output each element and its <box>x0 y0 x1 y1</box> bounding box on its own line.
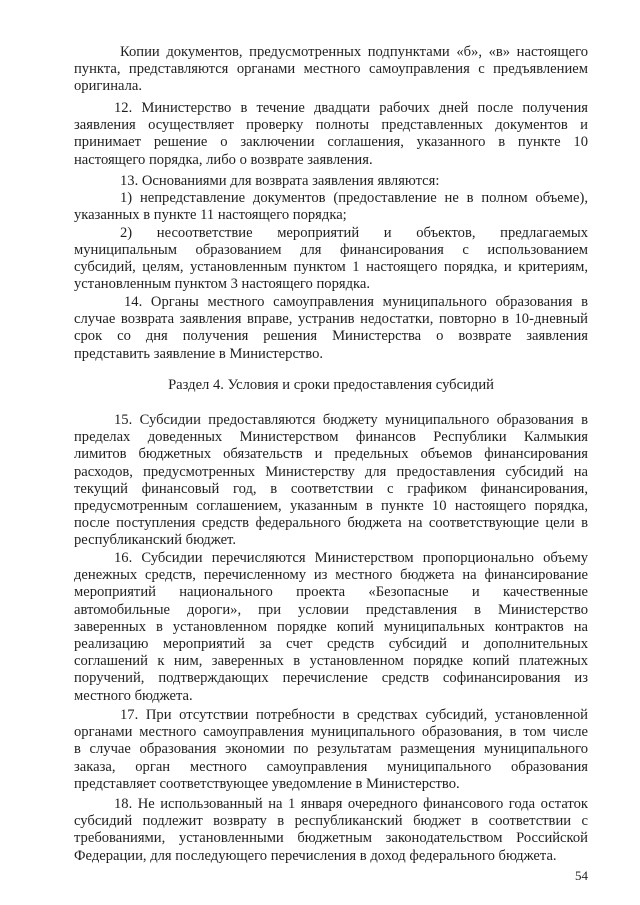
text-line: указанных в пункте 11 настоящего порядка; <box>74 207 347 224</box>
section-heading: Раздел 4. Условия и сроки предоставления субсидий <box>168 377 494 393</box>
text-line: 13. Основаниями для возврата заявления являются: <box>120 173 440 189</box>
text-line: органами местного самоуправления муниципального образования, в том числе <box>74 724 588 741</box>
text-line: представляет соответствующее уведомление в Министерство. <box>74 775 460 792</box>
text-line: 17. При отсутствии потребности в средствах субсидий, установленной <box>120 707 588 723</box>
page-number: 54 <box>575 868 588 883</box>
text-line: местного бюджета. <box>74 687 193 704</box>
text-line: пределах доведенных Министерством финансов Республики Калмыкия <box>74 429 588 446</box>
text-line: реализацию мероприятий за счет средств субсидий и дополнительных <box>74 636 588 653</box>
text-line: Копии документов, предусмотренных подпунктами «б», «в» настоящего <box>120 44 588 60</box>
paragraph-p14 <box>74 294 588 363</box>
text-line: муниципальным образованием для финансирования с использованием <box>74 241 588 258</box>
text-line: оригинала. <box>74 78 143 95</box>
text-line: пункта, представляются органами местного самоуправления с предъявлением <box>74 61 588 78</box>
text-line: лимитов бюджетных обязательств и предельных объемов финансирования <box>74 446 588 463</box>
text-line: 1) непредставление документов (предоставление не в полном объеме), <box>120 190 588 207</box>
text-line: автомобильные дороги», при условии представления в Министерство <box>74 601 588 618</box>
text-line: заявления осуществляет проверку полноты представленных документов и <box>74 117 588 134</box>
text-line: требованиями, установленными бюджетным законодательством Российской <box>74 830 588 847</box>
paragraph-p16 <box>74 550 588 705</box>
text-line: расходов, предусмотренных Министерству для предоставления субсидий на <box>74 463 588 480</box>
text-line: 14. Органы местного самоуправления муниципального образования в <box>124 294 588 310</box>
text-line: субсидий, целям, установленным пунктом 1 настоящего порядка, и критериям, <box>74 259 588 276</box>
text-line: 15. Субсидии предоставляются бюджету муниципального образования в <box>114 412 588 428</box>
text-line: представить заявление в Министерство. <box>74 345 324 362</box>
paragraph-p18 <box>74 796 588 865</box>
paragraph-p13 <box>74 173 588 293</box>
text-line: принимает решение о заключении соглашения, указанного в пункте 10 <box>74 134 588 151</box>
text-line: субсидий подлежит возврату в республиканский бюджет в соответствии с <box>74 813 588 830</box>
text-line: установленным пунктом 3 настоящего порядка. <box>74 276 371 293</box>
text-line: настоящего порядка, либо о возврате заявления. <box>74 151 373 168</box>
text-line: поручений, подтверждающих перечисление средств софинансирования из <box>74 670 588 687</box>
text-line: денежных средств, перечисленному из местного бюджета на финансирование <box>74 567 588 584</box>
paragraph-p17 <box>74 707 588 793</box>
text-line: после поступления средств федерального бюджета на соответствующие цели в <box>74 515 588 532</box>
text-line: заказа, орган местного самоуправления муниципального образования <box>74 758 588 775</box>
text-line: 16. Субсидии перечисляются Министерством пропорционально объему <box>114 550 588 566</box>
text-line: 2) несоответствие мероприятий и объектов, предлагаемых <box>120 224 588 241</box>
paragraph-p12 <box>74 100 588 169</box>
text-line: Федерации, для последующего перечисления в доход федерального бюджета. <box>74 847 557 864</box>
paragraph-p15 <box>74 412 588 550</box>
text-line: текущий финансовый год, в соответствии с графиком финансирования, <box>74 480 588 497</box>
text-line: в случае образования экономии по результатам размещения муниципального <box>74 741 588 758</box>
text-line: 18. Не использованный на 1 января очередного финансового года остаток <box>114 796 588 812</box>
text-line: срок со дня получения решения Министерства о возврате заявления <box>74 328 588 345</box>
text-line: 12. Министерство в течение двадцати рабочих дней после получения <box>114 100 588 116</box>
text-line: заверенных в установленном порядке копий муниципальных контрактов на <box>74 618 588 635</box>
text-line: случае возврата заявления вправе, устранив недостатки, повторно в 10-дневный <box>74 311 588 328</box>
text-line: предусмотренным соглашением, указанным в пункте 10 настоящего порядка, <box>74 498 588 515</box>
paragraph-p-copies <box>74 44 588 96</box>
text-line: соглашений к ним, заверенных в установленном порядке копий платежных <box>74 653 588 670</box>
text-line: республиканский бюджет. <box>74 532 236 549</box>
text-line: мероприятий национального проекта «Безопасные и качественные <box>74 584 588 601</box>
